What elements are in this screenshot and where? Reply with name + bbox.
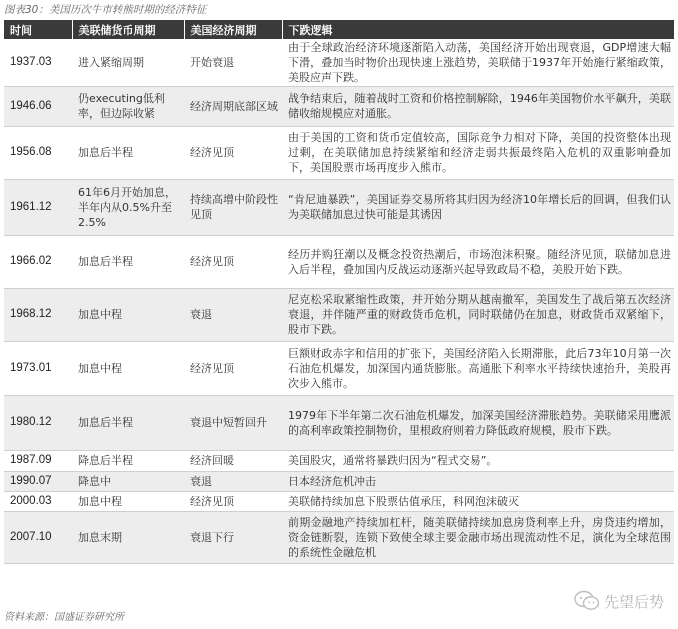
cell-date: 1990.07 xyxy=(4,471,72,491)
table-row xyxy=(4,39,674,86)
cell-economy: 经济见顶 xyxy=(184,235,282,288)
cell-monetary: 加息末期 xyxy=(72,511,184,563)
cell-monetary: 加息中程 xyxy=(72,288,184,341)
header-time: 时间 xyxy=(4,20,72,39)
cell-logic: “肯尼迪暴跌”，美国证券交易所将其归因为经济10年增长后的回调，但我们认为美联储加息过快可能是其诱因 xyxy=(282,179,674,235)
watermark-text: 先望后势 xyxy=(603,592,664,611)
cell-date: 1956.08 xyxy=(4,126,72,179)
cell-monetary: 61年6月开始加息，半年内从0.5%升至2.5% xyxy=(72,179,184,235)
table-row xyxy=(4,395,674,450)
table-row xyxy=(4,126,674,179)
figure-caption: 图表30：美国历次牛市转熊时期的经济特征 xyxy=(4,4,207,16)
source-note: 资料来源：国盛证券研究所 xyxy=(4,612,124,623)
cell-economy: 持续高增中阶段性见顶 xyxy=(184,179,282,235)
cell-monetary: 加息后半程 xyxy=(72,395,184,450)
table-row xyxy=(4,450,674,471)
cell-logic: 由于全球政治经济环境逐渐陷入动荡，美国经济开始出现衰退，GDP增速大幅下滑，叠加当时物价出现快速上涨趋势，美联储于1937年开始施行紧缩政策，美股应声下跌。 xyxy=(282,39,674,86)
cell-monetary: 降息后半程 xyxy=(72,450,184,471)
cell-monetary: 加息中程 xyxy=(72,491,184,511)
cell-date: 1980.12 xyxy=(4,395,72,450)
table-row xyxy=(4,491,674,511)
cell-monetary: 加息中程 xyxy=(72,341,184,395)
cell-economy: 经济周期底部区域 xyxy=(184,86,282,126)
cell-monetary: 加息后半程 xyxy=(72,235,184,288)
cell-date: 1968.12 xyxy=(4,288,72,341)
cell-economy: 经济见顶 xyxy=(184,491,282,511)
cell-monetary: 降息中 xyxy=(72,471,184,491)
watermark xyxy=(574,590,664,612)
cell-date: 2007.10 xyxy=(4,511,72,563)
cell-monetary: 进入紧缩周期 xyxy=(72,39,184,86)
table-row xyxy=(4,471,674,491)
header-decline-logic: 下跌逻辑 xyxy=(282,20,674,39)
cell-economy: 衰退 xyxy=(184,471,282,491)
cell-date: 2000.03 xyxy=(4,491,72,511)
cell-logic: 日本经济危机冲击 xyxy=(282,471,674,491)
cell-economy: 衰退 xyxy=(184,288,282,341)
cell-date: 1987.09 xyxy=(4,450,72,471)
table-row xyxy=(4,86,674,126)
cell-date: 1946.06 xyxy=(4,86,72,126)
wechat-icon xyxy=(574,590,600,612)
table-row xyxy=(4,511,674,563)
cell-monetary: 仍executing低利率，但边际收紧 xyxy=(72,86,184,126)
cell-logic: 美国股灾，通常将暴跌归因为“程式交易”。 xyxy=(282,450,674,471)
cell-date: 1961.12 xyxy=(4,179,72,235)
cell-date: 1966.02 xyxy=(4,235,72,288)
header-monetary-cycle: 美联储货币周期 xyxy=(72,20,184,39)
cell-monetary: 加息后半程 xyxy=(72,126,184,179)
cell-logic: 由于美国的工资和货币定值较高，国际竞争力相对下降，美国的投资整体出现过剩，在美联储加息持续紧缩和经济走弱共振最终陷入危机的双重影响叠加下，美国股票市场再度步入熊市。 xyxy=(282,126,674,179)
cell-economy: 开始衰退 xyxy=(184,39,282,86)
cell-logic: 美联储持续加息下股票估值承压，科网泡沫破灭 xyxy=(282,491,674,511)
cell-economy: 经济见顶 xyxy=(184,126,282,179)
table-header-row xyxy=(4,20,674,39)
cell-logic: 前期金融地产持续加杠杆，随美联储持续加息房贷利率上升，房贷违约增加，资金链断裂，连锁下致使全球主要金融市场出现流动性不足，演化为全球范围的系统性金融危机 xyxy=(282,511,674,563)
cell-logic: 1979年下半年第二次石油危机爆发，加深美国经济滞胀趋势。美联储采用鹰派的高利率政策控制物价，里根政府则着力降低政府规模，股市下跌。 xyxy=(282,395,674,450)
cell-date: 1937.03 xyxy=(4,39,72,86)
table-row xyxy=(4,341,674,395)
table-row xyxy=(4,179,674,235)
header-economic-cycle: 美国经济周期 xyxy=(184,20,282,39)
cell-economy: 经济回暖 xyxy=(184,450,282,471)
cell-logic: 尼克松采取紧缩性政策，并开始分期从越南撤军，美国发生了战后第五次经济衰退，并伴随严重的财政货币危机，同时联储仍在加息，财政货币双紧缩下，股市下跌。 xyxy=(282,288,674,341)
market-table xyxy=(4,20,675,564)
cell-economy: 衰退下行 xyxy=(184,511,282,563)
table-row xyxy=(4,235,674,288)
cell-logic: 巨额财政赤字和信用的扩张下，美国经济陷入长期滞胀，此后73年10月第一次石油危机爆发，加深国内通货膨胀。高通胀下利率水平持续快速抬升，美股再次步入熊市。 xyxy=(282,341,674,395)
cell-economy: 衰退中短暂回升 xyxy=(184,395,282,450)
cell-logic: 经历并购狂潮以及概念投资热潮后，市场泡沫积聚。随经济见顶，联储加息进入后半程，叠加国内反战运动逐渐兴起导致政局不稳，美股开始下跌。 xyxy=(282,235,674,288)
cell-logic: 战争结束后，随着战时工资和价格控制解除，1946年美国物价水平飙升，美联储收缩规模应对通胀。 xyxy=(282,86,674,126)
cell-economy: 经济见顶 xyxy=(184,341,282,395)
cell-date: 1973.01 xyxy=(4,341,72,395)
table-row xyxy=(4,288,674,341)
